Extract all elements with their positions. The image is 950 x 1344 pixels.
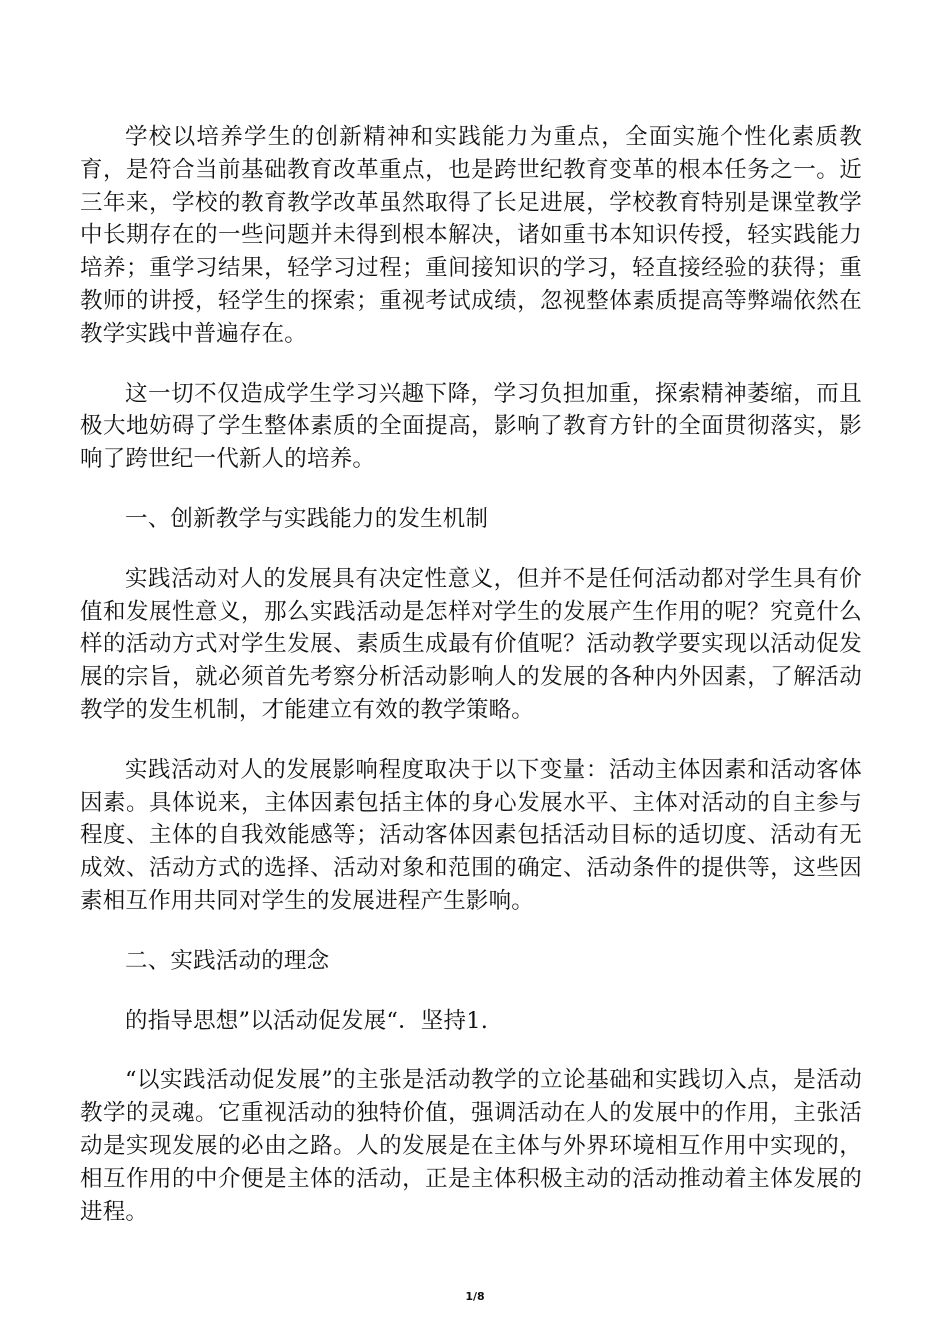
section-heading-2: 二、实践活动的理念 xyxy=(125,947,330,974)
paragraph-variables: 实践活动对人的发展影响程度取决于以下变量：活动主体因素和活动客体因素。具体说来，主体因素包括主体的身心发展水平、主体对活动的自主参与程度、主体的自我效能感等；活动客体因素包括活动目标的适切度、活动有无成效、活动方式的选择、活动对象和范围的确定、活动条件的提供等，这些因素相互作用共同对学生的发展进程产生影响。 xyxy=(80,756,862,914)
document-body xyxy=(80,121,862,1255)
paragraph-principle: “以实践活动促发展”的主张是活动教学的立论基础和实践切入点，是活动教学的灵魂。它重视活动的独特价值，强调活动在人的发展中的作用，主张活动是实现发展的必由之路。人的发展是在主体与外界环境相互作用中实现的，相互作用的中介便是主体的活动，正是主体积极主动的活动推动着主体发展的进程。 xyxy=(80,1067,862,1225)
paragraph-mechanism: 实践活动对人的发展具有决定性意义，但并不是任何活动都对学生具有价值和发展性意义，那么实践活动是怎样对学生的发展产生作用的呢？究竟什么样的活动方式对学生发展、素质生成最有价值呢？活动教学要实现以活动促发展的宗旨，就必须首先考察分析活动影响人的发展的各种内外因素，了解活动教学的发生机制，才能建立有效的教学策略。 xyxy=(80,565,862,723)
section-heading-1: 一、创新教学与实践能力的发生机制 xyxy=(125,505,489,532)
subsection-heading-1: 的指导思想”以活动促发展“．坚持1. xyxy=(125,1007,489,1034)
paragraph-consequences: 这一切不仅造成学生学习兴趣下降，学习负担加重，探索精神萎缩，而且极大地妨碍了学生整体素质的全面提高，影响了教育方针的全面贯彻落实，影响了跨世纪一代新人的培养。 xyxy=(80,380,862,473)
paragraph-intro: 学校以培养学生的创新精神和实践能力为重点，全面实施个性化素质教育，是符合当前基础教育改革重点，也是跨世纪教育变革的根本任务之一。近三年来，学校的教育教学改革虽然取得了长足进展，学校教育特别是课堂教学中长期存在的一些问题并未得到根本解决，诸如重书本知识传授，轻实践能力培养；重学习结果，轻学习过程；重间接知识的学习，轻直接经验的获得；重教师的讲授，轻学生的探索；重视考试成绩，忽视整体素质提高等弊端依然在教学实践中普遍存在。 xyxy=(80,124,862,347)
page-number: 1/8 xyxy=(465,1290,485,1303)
